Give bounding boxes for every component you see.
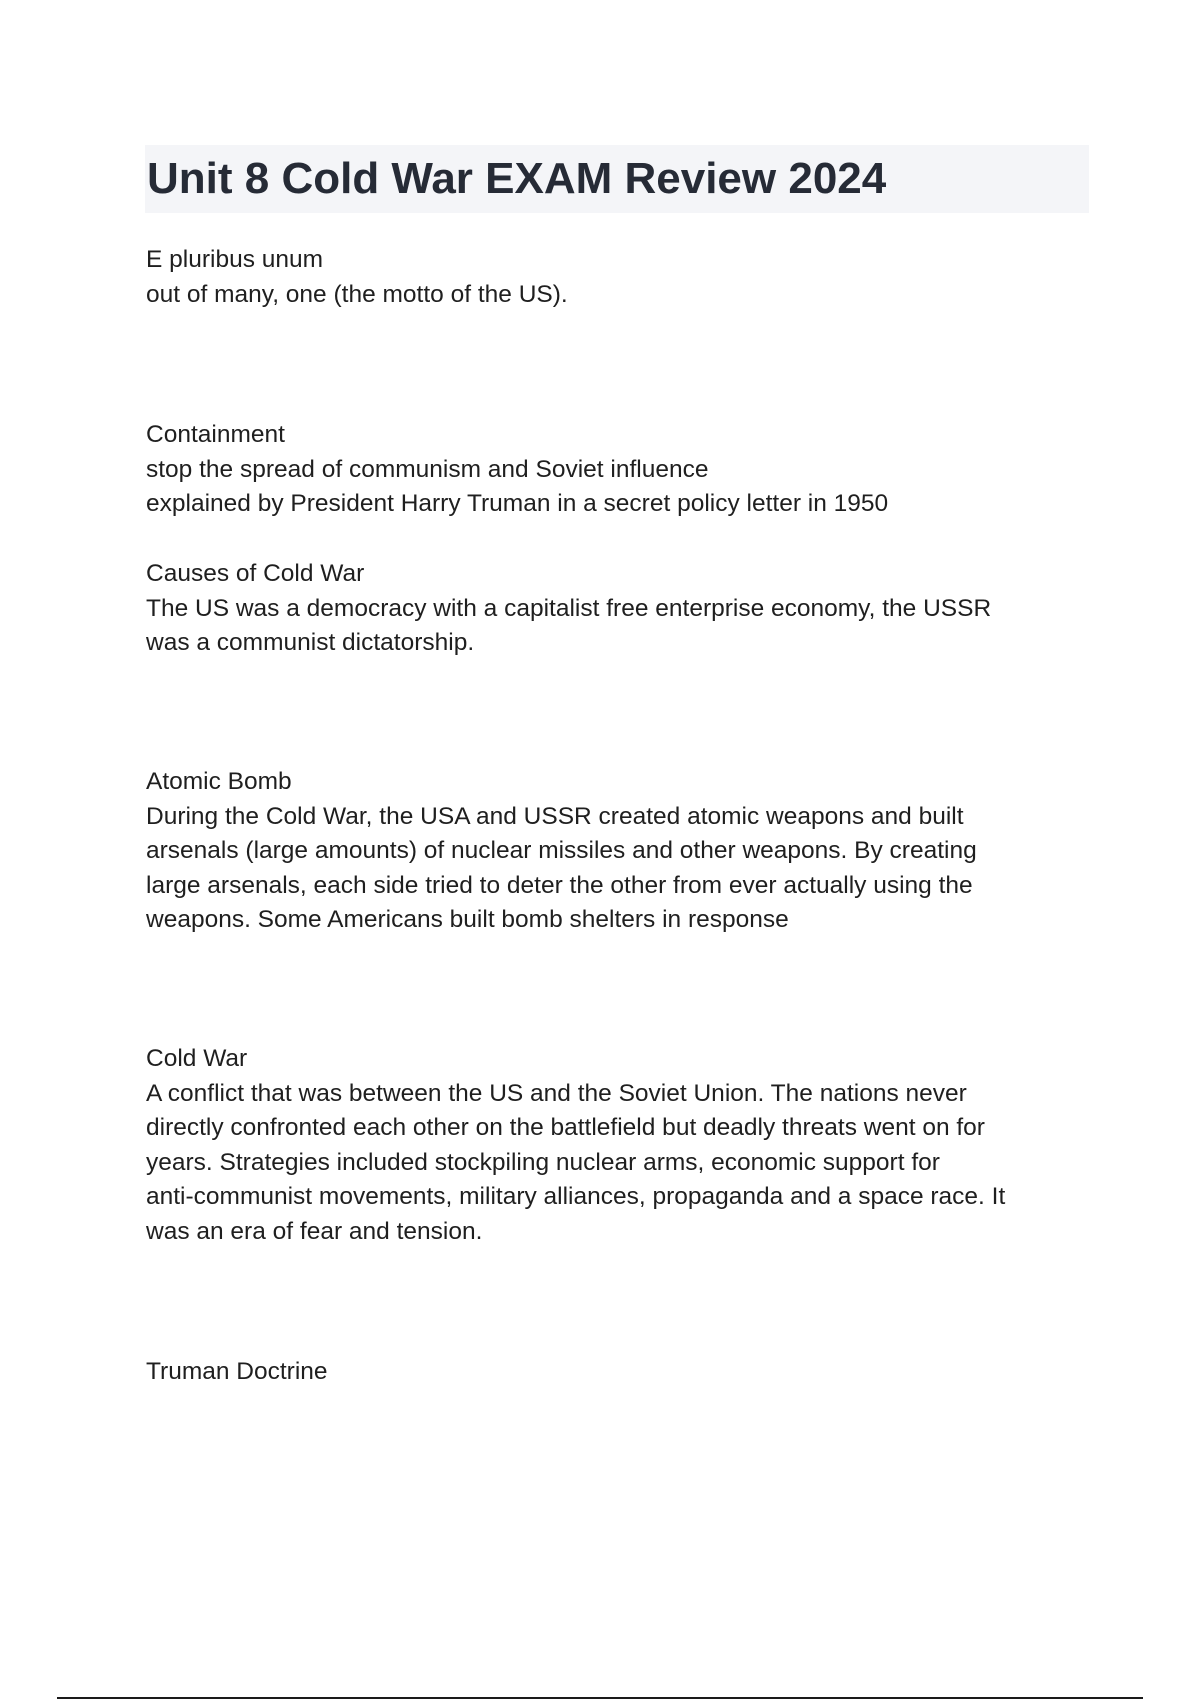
entry-definition-line: During the Cold War, the USA and USSR created atomic weapons and built xyxy=(146,802,964,830)
entry-definition-line: was an era of fear and tension. xyxy=(146,1217,483,1245)
title-banner xyxy=(145,145,1089,213)
entry-term: Containment xyxy=(146,421,285,448)
entry-definition-line: out of many, one (the motto of the US). xyxy=(146,280,568,308)
entry-term: Causes of Cold War xyxy=(146,560,365,587)
entry-term: Atomic Bomb xyxy=(146,768,292,795)
entry-definition-line: The US was a democracy with a capitalist free enterprise economy, the USSR xyxy=(146,594,992,622)
entry-definition-line: arsenals (large amounts) of nuclear missiles and other weapons. By creating xyxy=(146,837,977,864)
entry-definition-line: weapons. Some Americans built bomb shelters in response xyxy=(146,906,789,933)
entry-term: Cold War xyxy=(146,1045,248,1072)
entry-atomic-bomb xyxy=(146,765,1076,938)
entry-term: E pluribus unum xyxy=(146,246,324,273)
entry-cold-war xyxy=(146,1042,1076,1249)
entry-causes-of-cold-war xyxy=(146,557,1076,661)
entry-containment xyxy=(146,418,1076,522)
entry-definition-line: A conflict that was between the US and the Soviet Union. The nations never xyxy=(146,1079,967,1107)
entry-truman-doctrine xyxy=(146,1355,1076,1390)
entry-definition-line: was a communist dictatorship. xyxy=(146,629,475,656)
entry-definition-line: explained by President Harry Truman in a secret policy letter in 1950 xyxy=(146,490,889,517)
entry-definition-line: years. Strategies included stockpiling nuclear arms, economic support for xyxy=(146,1148,940,1176)
entry-definition-line: directly confronted each other on the battlefield but deadly threats went on for xyxy=(146,1114,985,1141)
entry-term: Truman Doctrine xyxy=(146,1358,328,1385)
page-bottom-divider xyxy=(57,1697,1143,1699)
entry-definition-line: stop the spread of communism and Soviet influence xyxy=(146,455,709,483)
entry-definition-line: large arsenals, each side tried to deter the other from ever actually using the xyxy=(146,871,973,899)
entry-e-pluribus-unum xyxy=(146,243,1076,312)
entry-definition-line: anti-communist movements, military alliances, propaganda and a space race. It xyxy=(146,1183,1006,1210)
page-title: Unit 8 Cold War EXAM Review 2024 xyxy=(147,154,887,203)
